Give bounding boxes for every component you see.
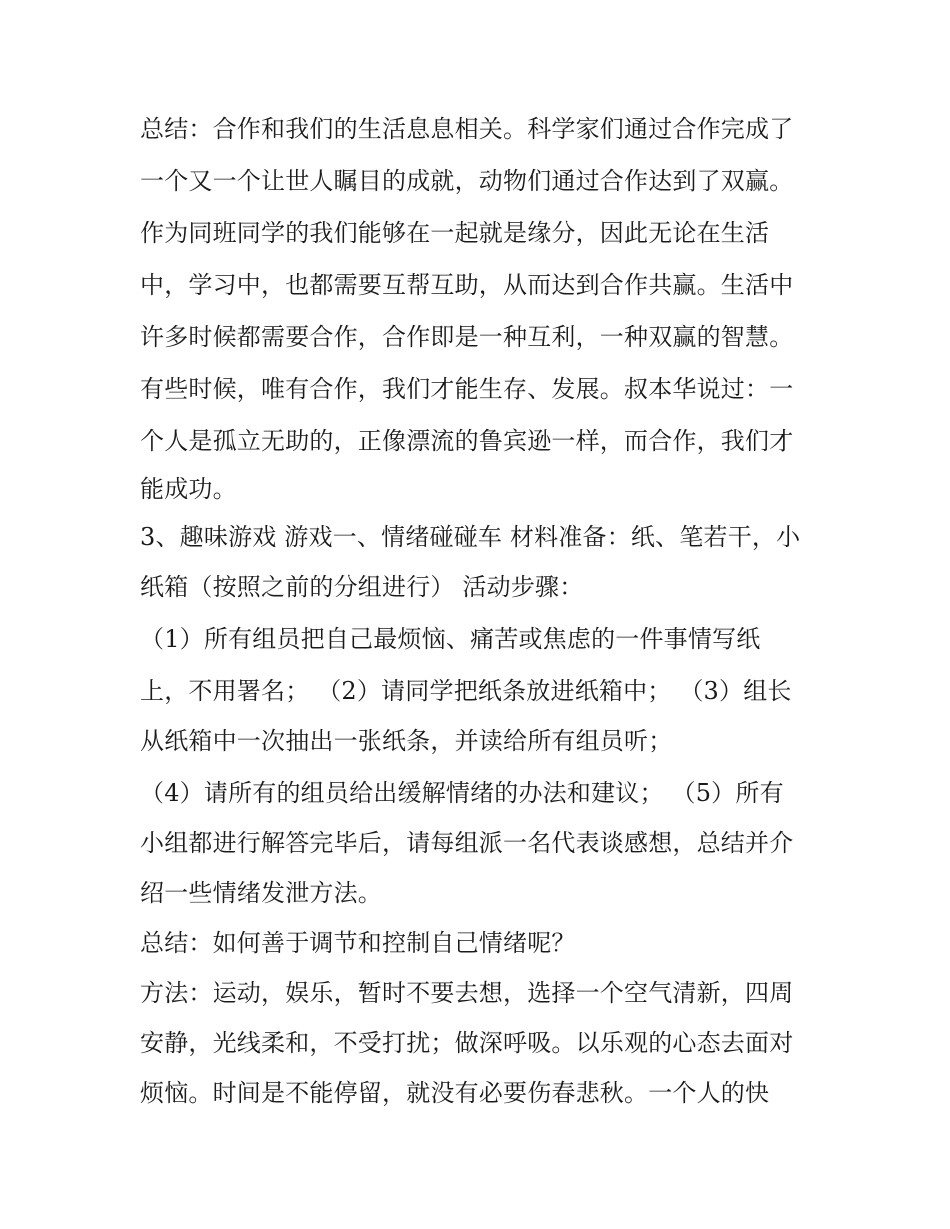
paragraph-line-2: 一个又一个让世人瞩目的成就，动物们通过合作达到了双赢。 xyxy=(140,167,794,195)
paragraph-line-20: 烦恼。时间是不能停留，就没有必要伤春悲秋。一个人的快 xyxy=(140,1079,770,1107)
paragraph-line-3: 作为同班同学的我们能够在一起就是缘分，因此无论在生活 xyxy=(140,219,770,247)
paragraph-line-17: 总结：如何善于调节和控制自己情绪呢？ xyxy=(140,929,576,957)
paragraph-line-7: 个人是孤立无助的，正像漂流的鲁宾逊一样，而合作，我们才 xyxy=(140,427,794,455)
paragraph-line-14: （4）请所有的组员给出缓解情绪的办法和建议； （5）所有 xyxy=(140,779,784,807)
paragraph-line-5: 许多时候都需要合作，合作即是一种互利，一种双赢的智慧。 xyxy=(140,323,794,351)
paragraph-line-9: 3、趣味游戏 游戏一、情绪碰碰车 材料准备：纸、笔若干，小 xyxy=(140,523,801,551)
paragraph-line-13: 从纸箱中一次抽出一张纸条，并读给所有组员听； xyxy=(140,727,673,755)
paragraph-line-6: 有些时候，唯有合作，我们才能生存、发展。叔本华说过：一 xyxy=(140,375,794,403)
paragraph-line-19: 安静，光线柔和，不受打扰；做深呼吸。以乐观的心态去面对 xyxy=(140,1029,794,1057)
paragraph-line-12: 上，不用署名； （2）请同学把纸条放进纸箱中； （3）组长 xyxy=(140,677,792,705)
paragraph-line-10: 纸箱（按照之前的分组进行） 活动步骤： xyxy=(140,573,584,601)
paragraph-line-15: 小组都进行解答完毕后，请每组派一名代表谈感想，总结并介 xyxy=(140,829,794,857)
paragraph-line-1: 总结：合作和我们的生活息息相关。科学家们通过合作完成了 xyxy=(140,115,794,143)
paragraph-line-18: 方法：运动，娱乐，暂时不要去想，选择一个空气清新，四周 xyxy=(140,979,794,1007)
paragraph-line-8: 能成功。 xyxy=(140,475,237,503)
paragraph-line-4: 中，学习中，也都需要互帮互助，从而达到合作共赢。生活中 xyxy=(140,271,794,299)
paragraph-line-16: 绍一些情绪发泄方法。 xyxy=(140,879,382,907)
paragraph-line-11: （1）所有组员把自己最烦恼、痛苦或焦虑的一件事情写纸 xyxy=(140,625,761,653)
